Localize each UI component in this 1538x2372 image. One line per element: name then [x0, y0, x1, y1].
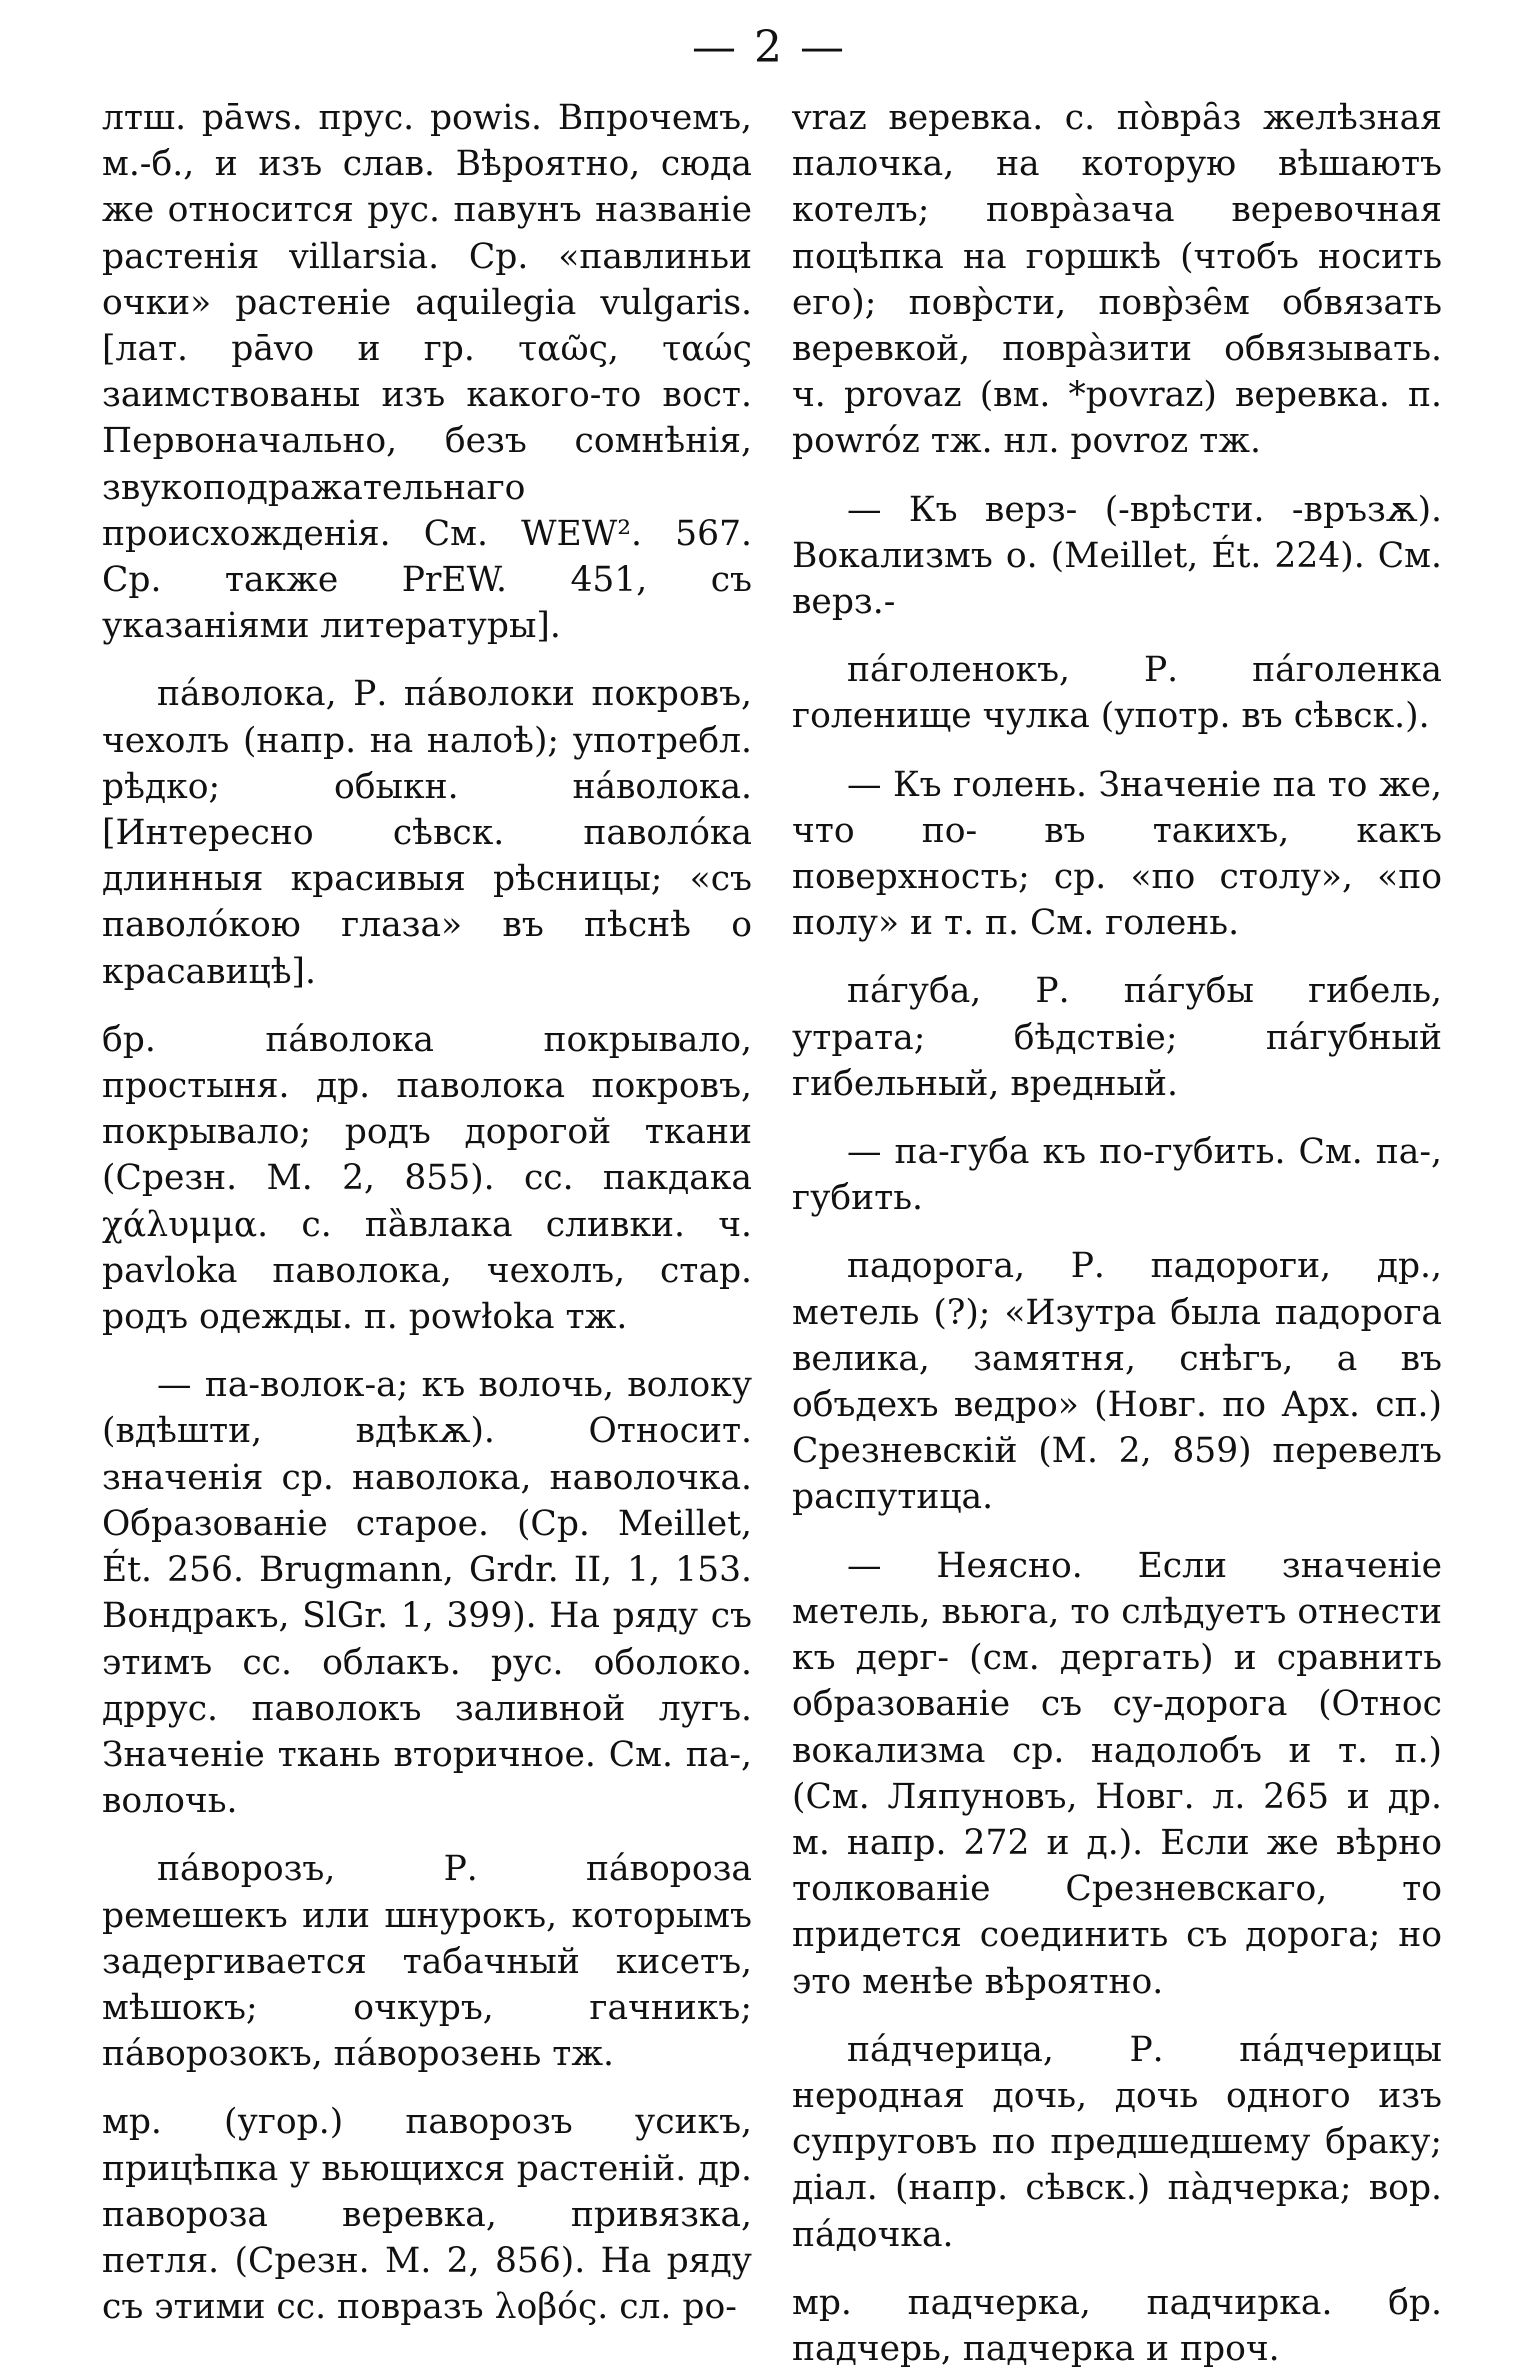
entry-paragraph: бр. па́волока покрывало, простыня. др. паволока покровъ, покрывало; родъ дорогой ткани (Срезн. М. 2, 855). сс. пакдака χάλυμμα. с. па̏влака сливки. ч. pavloka паволока, чехолъ, стар. родъ одежды. п. powłoka тж.	[102, 1019, 752, 1338]
entry-paragraph: падорога, Р. падороги, др., метель (?); «Изутра была падорога велика, замятня, снѣгъ, а въ объдехъ ведро» (Новг. по Арх. сп.) Срезневскій (М. 2, 859) перевелъ распутица.	[792, 1246, 1442, 1518]
left-column	[102, 95, 752, 2330]
entry-paragraph: па́волока, Р. па́волоки покровъ, чехолъ (напр. на налоѣ); употребл. рѣдко; обыкн. на́волока. [Интересно сѣвск. паволо́ка длинныя красивыя рѣсницы; «съ паволо́кою глаза» въ пѣснѣ о красавицѣ].	[102, 674, 752, 992]
entry-paragraph: vraz веревка. с. пòвра̑з желѣзная палочка, на которую вѣшаютъ котелъ; повра̀зача веревочная поцѣпка на горшкѣ (чтобъ носить его); повр̀сти, повр̀зе̑м обвязать веревкой, повра̀зити обвязывать. ч. provaz (вм. *povraz) веревка. п. powróz тж. нл. povroz тж.	[792, 98, 1442, 462]
entry-paragraph: — па-волок-а; къ волочь, волоку (вдѣшти, вдѣкѫ). Относит. значенія ср. наволока, наволочка. Образованіе старое. (Ср. Meillet, Ét. 256. Brugmann, Grdr. II, 1, 153. Вондракъ, SlGr. 1, 399). На ряду съ этимъ сс. облакъ. рус. оболоко. дррус. паволокъ заливной лугъ. Значеніе ткань вторичное. См. па-, волочь.	[102, 1365, 752, 1822]
entry-paragraph: па́ворозъ, Р. па́вороза ремешекъ или шнурокъ, которымъ задергивается табачный кисетъ, мѣшокъ; очкуръ, гачникъ; па́ворозокъ, па́ворозень тж.	[102, 1849, 752, 2075]
entry-paragraph: — Неясно. Если значеніе метель, вьюга, то слѣдуетъ отнести къ дерг- (см. дергать) и сравнить образованіе съ су-дорога (Относ вокализма ср. надолобъ и т. п.) (См. Ляпуновъ, Новг. л. 265 и др. м. напр. 272 и д.). Если же вѣрно толкованіе Срезневскаго, то придется соединить съ дорога; но это менѣе вѣроятно.	[792, 1545, 1442, 2002]
entry-paragraph: па́дчерица, Р. па́дчерицы неродная дочь, дочь одного изъ супруговъ по предшедшему браку; діал. (напр. сѣвск.) па̀дчерка; вор. па́дочка.	[792, 2029, 1442, 2255]
entry-paragraph: лтш. pāws. прус. powis. Впрочемъ, м.-б., и изъ слав. Вѣроятно, сюда же относится рус. павунъ названіе растенія villarsia. Ср. «павлиньи очки» растеніе aquilegia vulgaris. [лат. pāvo и гр. ταῶς, ταώς заимствованы изъ какого-то вост. Первоначально, безъ сомнѣнія, звукоподражательнаго происхожденія. См. WEW². 567. Ср. также PrEW. 451, съ указаніями литературы].	[102, 98, 752, 647]
page-number: — 2 —	[692, 22, 846, 73]
entry-paragraph: па́губа, Р. па́губы гибель, утрата; бѣдствіе; па́губный гибельный, вредный.	[792, 971, 1442, 1104]
entry-paragraph: мр. падчерка, падчирка. бр. падчерь, падчерка и проч.	[792, 2282, 1442, 2369]
right-column	[792, 95, 1442, 2372]
entry-paragraph: па́голенокъ, Р. па́голенка голенище чулка (употр. въ сѣвск.).	[792, 650, 1442, 737]
entry-paragraph: — па-губа къ по-губить. См. па-, губить.	[792, 1132, 1442, 1219]
entry-paragraph: мр. (угор.) паворозъ усикъ, прицѣпка у вьющихся растеній. др. павороза веревка, привязка, петля. (Срезн. М. 2, 856). На ряду съ этими сс. повразъ λοβός. сл. po-	[102, 2102, 752, 2328]
entry-paragraph: — Къ верз- (-врѣсти. -връзѫ). Вокализмъ о. (Meillet, Ét. 224). См. верз.-	[792, 489, 1442, 623]
entry-paragraph: — Къ голень. Значеніе па то же, что по- въ такихъ, какъ поверхность; ср. «по столу», «по полу» и т. п. См. голень.	[792, 764, 1442, 944]
